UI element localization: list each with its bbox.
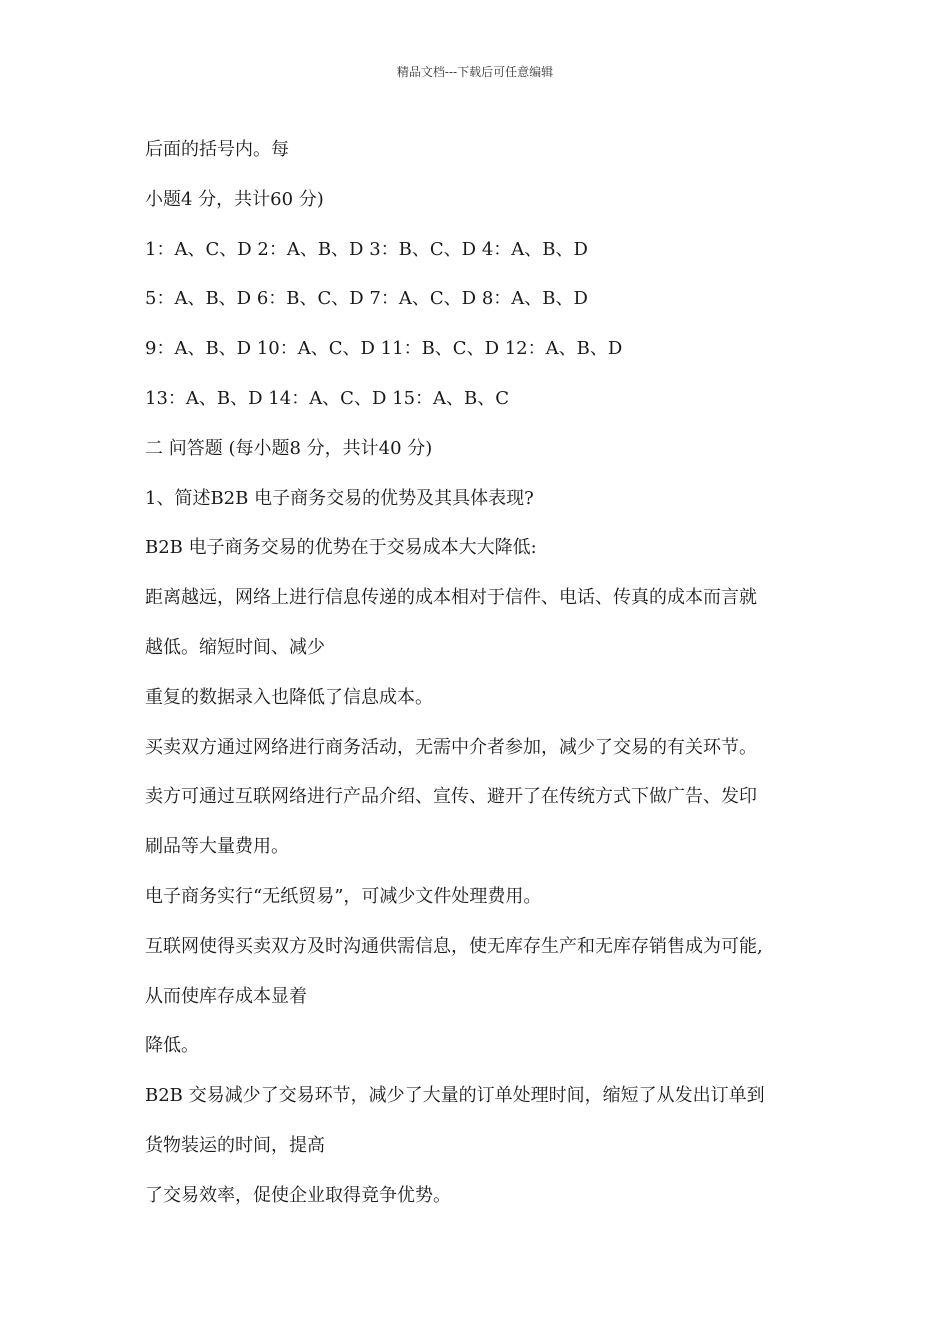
answer-line: 1：A、C、D 2：A、B、D 3：B、C、D 4：A、B、D (145, 238, 588, 260)
text-line: 小题4 分，共计60 分) (145, 188, 324, 210)
text-line: 刷品等大量费用。 (145, 836, 289, 858)
text-line: 卖方可通过互联网络进行产品介绍、宣传、避开了在传统方式下做广告、发印 (145, 786, 757, 808)
text-line: 距离越远，网络上进行信息传递的成本相对于信件、电话、传真的成本而言就 (145, 587, 757, 609)
document-body (145, 130, 815, 1226)
page-header: 精品文档---下载后可任意编辑 (396, 65, 554, 79)
text-line: B2B 交易减少了交易环节，减少了大量的订单处理时间，缩短了从发出订单到 (145, 1085, 765, 1107)
text-line: 互联网使得买卖双方及时沟通供需信息，使无库存生产和无库存销售成为可能, (145, 935, 763, 957)
text-line: 买卖双方通过网络进行商务活动，无需中介者参加，减少了交易的有关环节。 (145, 736, 757, 758)
text-line: 了交易效率，促使企业取得竟争优势。 (145, 1184, 451, 1206)
text-line: 重复的数据录入也降低了信息成本。 (145, 686, 433, 708)
question-line: 1、简述B2B 电子商务交易的优势及其具体表现? (145, 487, 534, 509)
text-line: 从而使库存成本显着 (145, 985, 307, 1007)
text-line: 降低。 (145, 1035, 199, 1057)
text-line: B2B 电子商务交易的优势在于交易成本大大降低: (145, 537, 537, 559)
text-line: 电子商务实行“无纸贸易”，可减少文件处理费用。 (145, 885, 542, 907)
answer-line: 5：A、B、D 6：B、C、D 7：A、C、D 8：A、B、D (145, 288, 588, 310)
text-line: 越低。缩短时间、减少 (145, 636, 325, 658)
section-heading: 二 问答题 (每小题8 分，共计40 分) (145, 437, 433, 459)
text-line: 后面的括号内。每 (145, 139, 289, 160)
text-line: 货物装运的时间，提高 (145, 1134, 325, 1156)
answer-line: 9：A、B、D 10：A、C、D 11：B、C、D 12：A、B、D (145, 338, 623, 360)
answer-line: 13：A、B、D 14：A、C、D 15：A、B、C (145, 387, 510, 409)
